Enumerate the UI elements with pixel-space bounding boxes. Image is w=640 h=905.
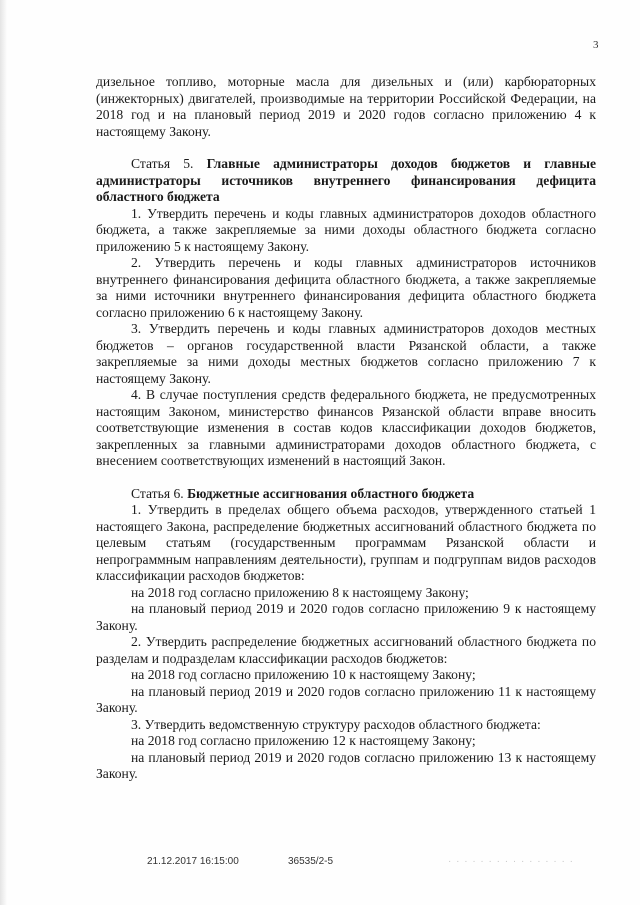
scan-edge (0, 0, 7, 905)
article-5-item: 3. Утвердить перечень и коды главных администраторов доходов местных бюджетов – органов государственной власти Рязанской области, а также закрепляемые за ними доходы местных бюджетов согласно приложению 7 к настоящему Закону. (96, 321, 596, 386)
article-6-line: на плановый период 2019 и 2020 годов согласно приложению 13 к настоящему Закону. (96, 749, 596, 781)
article-6-line: на 2018 год согласно приложению 12 к настоящему Закону; (131, 733, 476, 748)
article-6-line: на 2018 год согласно приложению 10 к настоящему Закону; (131, 667, 476, 682)
page-number: 3 (593, 39, 599, 51)
article-6-heading (96, 486, 596, 503)
page-footer (0, 856, 640, 870)
article-6-title: Бюджетные ассигнования областного бюджета (187, 485, 475, 501)
footer-datetime: 21.12.2017 16:15:00 (147, 856, 239, 867)
document-body (96, 74, 596, 783)
article-5-item: 1. Утвердить перечень и коды главных администраторов доходов областного бюджета, а также закрепляемые за ними доходы областного бюджета согласно приложению 5 к настоящему Закону. (96, 205, 596, 254)
article-6-line: 2. Утвердить распределение бюджетных ассигнований областного бюджета по разделам и подразделам классификации расходов бюджетов: (96, 634, 596, 666)
article-6-line: на плановый период 2019 и 2020 годов согласно приложению 11 к настоящему Закону. (96, 683, 596, 715)
article-5-item: 2. Утвердить перечень и коды главных администраторов источников внутреннего финансирования дефицита областного бюджета, а также закрепляемые за ними источники внутреннего финансирования дефицита областного бюджета согласно приложению 6 к настоящему Закону. (96, 255, 596, 320)
article-6-line: 3. Утвердить ведомственную структуру расходов областного бюджета: (131, 716, 541, 732)
article-6-line: 1. Утвердить в пределах общего объема расходов, утвержденного статьей 1 настоящего Закона, распределение бюджетных ассигнований областного бюджета по целевым статьям (государственным программам Рязанской области и непрограммным направлениям деятельности), группам и подгруппам видов расходов классификации расходов бюджетов: (96, 502, 596, 583)
article-6-line: на 2018 год согласно приложению 8 к настоящему Закону; (131, 584, 469, 600)
article-5-item: 4. В случае поступления средств федерального бюджета, не предусмотренных настоящим Законом, министерство финансов Рязанской области вправе вносить соответствующие изменения в состав кодов классификации доходов бюджетов, закрепленных за главными администраторами доходов областного бюджета, с внесением соответствующих изменений в настоящий Закон. (96, 387, 596, 468)
footer-faded-mark: · · · · · · · · · · · · · · · · (448, 856, 574, 867)
article-6-prefix: Статья 6. (131, 485, 188, 501)
article-5-heading (96, 156, 596, 206)
footer-doc-code: 36535/2-5 (288, 856, 334, 867)
article-6-line: на плановый период 2019 и 2020 годов согласно приложению 9 к настоящему Закону. (96, 601, 596, 633)
article-5-prefix: Статья 5. (131, 156, 207, 171)
intro-paragraph: дизельное топливо, моторные масла для дизельных и (или) карбюраторных (инжекторных) двигателей, производимые на территории Российской Федерации, на 2018 год и на плановый период 2019 и 2020 годов согласно приложению 4 к настоящему Закону. (96, 74, 596, 139)
article-5-title: Главные администраторы доходов бюджетов и главные администраторы источников внутреннего финансирования дефицита областного бюджета (96, 156, 596, 204)
